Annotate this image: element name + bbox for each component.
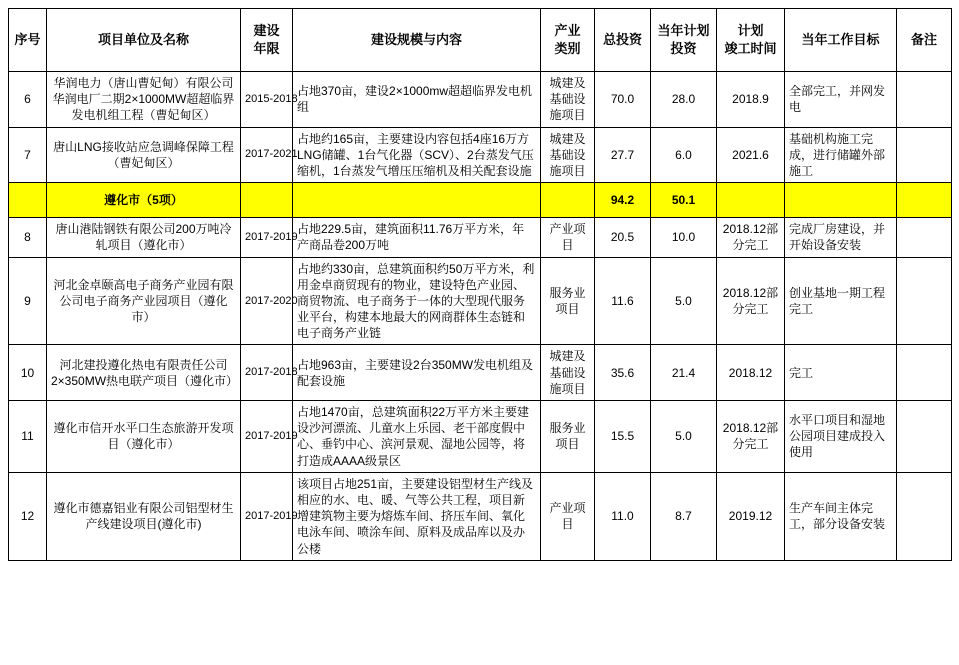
cell-term: 2017-2019 xyxy=(241,218,293,257)
cell-scale: 占地963亩，主要建设2台350MW发电机组及配套设施 xyxy=(293,345,541,401)
cell-scale: 占地约330亩，总建筑面积约50万平方米，利用金卓商贸现有的物业，建设特色产业园、商贸物流、电子商务于一体的大型现代服务业平台，构建本地最大的网商群体生态链和电子商务产业链 xyxy=(293,257,541,345)
cell-remark xyxy=(897,401,952,473)
cell-name: 华润电力（唐山曹妃甸）有限公司华润电厂二期2×1000MW超超临界发电机组工程（曹妃甸区） xyxy=(47,72,241,128)
column-header-finish-time xyxy=(717,9,785,72)
cell-year-goal: 创业基地一期工程完工 xyxy=(785,257,897,345)
cell-year-goal: 水平口项目和湿地公园项目建成投入使用 xyxy=(785,401,897,473)
cell-finish-time: 2019.12 xyxy=(717,472,785,560)
cell-term: 2015-2018 xyxy=(241,72,293,128)
cell-name: 唐山LNG接收站应急调峰保障工程（曹妃甸区） xyxy=(47,127,241,183)
column-header-term xyxy=(241,9,293,72)
cell-finish-time: 2021.6 xyxy=(717,127,785,183)
cell-finish-time: 2018.12 xyxy=(717,345,785,401)
table-row xyxy=(9,218,952,257)
cell-year-goal: 完工 xyxy=(785,345,897,401)
column-header-year-plan-investment xyxy=(651,9,717,72)
column-header-scale: 建设规模与内容 xyxy=(293,9,541,72)
column-header-finish-line1: 计划 xyxy=(737,23,764,39)
cell-no: 9 xyxy=(9,257,47,345)
cell-term: 2017-2019 xyxy=(241,401,293,473)
cell-category: 城建及基础设施项目 xyxy=(541,345,595,401)
column-header-name: 项目单位及名称 xyxy=(47,9,241,72)
cell-year-goal: 完成厂房建设，并开始设备安装 xyxy=(785,218,897,257)
project-table xyxy=(8,8,952,561)
table-body xyxy=(9,72,952,561)
cell-total-investment: 11.6 xyxy=(595,257,651,345)
cell-category: 产业项目 xyxy=(541,218,595,257)
cell-finish-time: 2018.9 xyxy=(717,72,785,128)
cell-category: 产业项目 xyxy=(541,472,595,560)
cell-year-plan-investment: 50.1 xyxy=(651,183,717,218)
column-header-category xyxy=(541,9,595,72)
cell-remark xyxy=(897,183,952,218)
cell-remark xyxy=(897,72,952,128)
cell-total-investment: 70.0 xyxy=(595,72,651,128)
cell-year-plan-investment: 10.0 xyxy=(651,218,717,257)
column-header-term-line2: 年限 xyxy=(253,41,280,56)
cell-no: 8 xyxy=(9,218,47,257)
cell-finish-time: 2018.12部分完工 xyxy=(717,257,785,345)
column-header-year-plan-line2: 投资 xyxy=(670,41,697,56)
cell-term: 2017-2021 xyxy=(241,127,293,183)
cell-finish-time: 2018.12部分完工 xyxy=(717,401,785,473)
cell-year-plan-investment: 28.0 xyxy=(651,72,717,128)
table-header-row xyxy=(9,9,952,72)
cell-finish-time xyxy=(717,183,785,218)
cell-total-investment: 11.0 xyxy=(595,472,651,560)
cell-scale: 占地1470亩，总建筑面积22万平方米主要建设沙河漂流、儿童水上乐园、老干部度假中心、垂钓中心、滨河景观、湿地公园等，将打造成AAAA级景区 xyxy=(293,401,541,473)
column-header-finish-line2: 竣工时间 xyxy=(724,41,777,56)
cell-no xyxy=(9,183,47,218)
cell-total-investment: 20.5 xyxy=(595,218,651,257)
column-header-no: 序号 xyxy=(9,9,47,72)
cell-category: 服务业项目 xyxy=(541,401,595,473)
column-header-total-investment: 总投资 xyxy=(595,9,651,72)
cell-remark xyxy=(897,345,952,401)
column-header-term-line1: 建设 xyxy=(253,23,280,39)
cell-remark xyxy=(897,127,952,183)
cell-term xyxy=(241,183,293,218)
table-row xyxy=(9,472,952,560)
cell-name: 唐山港陆钢铁有限公司200万吨冷轧项目（遵化市） xyxy=(47,218,241,257)
cell-year-plan-investment: 6.0 xyxy=(651,127,717,183)
table-row xyxy=(9,401,952,473)
cell-category: 服务业项目 xyxy=(541,257,595,345)
column-header-year-plan-line1: 当年计划 xyxy=(657,23,710,39)
cell-total-investment: 94.2 xyxy=(595,183,651,218)
cell-year-goal: 生产车间主体完工，部分设备安装 xyxy=(785,472,897,560)
cell-total-investment: 15.5 xyxy=(595,401,651,473)
table-row xyxy=(9,127,952,183)
cell-no: 6 xyxy=(9,72,47,128)
cell-year-goal: 全部完工，并网发电 xyxy=(785,72,897,128)
cell-subtotal-name: 遵化市（5项） xyxy=(47,183,241,218)
cell-term: 2017-2020 xyxy=(241,257,293,345)
cell-year-goal: 基础机构施工完成，进行储罐外部施工 xyxy=(785,127,897,183)
cell-year-plan-investment: 5.0 xyxy=(651,257,717,345)
cell-no: 7 xyxy=(9,127,47,183)
column-header-year-goal: 当年工作目标 xyxy=(785,9,897,72)
cell-name: 遵化市信开水平口生态旅游开发项目（遵化市） xyxy=(47,401,241,473)
cell-total-investment: 35.6 xyxy=(595,345,651,401)
cell-year-goal xyxy=(785,183,897,218)
cell-category xyxy=(541,183,595,218)
cell-year-plan-investment: 5.0 xyxy=(651,401,717,473)
cell-no: 11 xyxy=(9,401,47,473)
cell-category: 城建及基础设施项目 xyxy=(541,127,595,183)
cell-scale: 占地约165亩，主要建设内容包括4座16万方LNG储罐、1台气化器（SCV）、2台蒸发气压缩机，1台蒸发气增压压缩机及相关配套设施 xyxy=(293,127,541,183)
cell-remark xyxy=(897,218,952,257)
table-subtotal-row xyxy=(9,183,952,218)
cell-finish-time: 2018.12部分完工 xyxy=(717,218,785,257)
table-header xyxy=(9,9,952,72)
cell-scale: 占地229.5亩，建筑面积11.76万平方米，年产商品卷200万吨 xyxy=(293,218,541,257)
column-header-category-line1: 产业 xyxy=(554,23,581,39)
cell-total-investment: 27.7 xyxy=(595,127,651,183)
column-header-remark: 备注 xyxy=(897,9,952,72)
cell-remark xyxy=(897,472,952,560)
cell-category: 城建及基础设施项目 xyxy=(541,72,595,128)
cell-name: 遵化市德嘉铝业有限公司铝型材生产线建设项目(遵化市) xyxy=(47,472,241,560)
table-row xyxy=(9,257,952,345)
cell-name: 河北金卓颐高电子商务产业园有限公司电子商务产业园项目（遵化市） xyxy=(47,257,241,345)
cell-scale xyxy=(293,183,541,218)
cell-no: 12 xyxy=(9,472,47,560)
cell-term: 2017-2019 xyxy=(241,472,293,560)
cell-scale: 该项目占地251亩，主要建设铝型材生产线及相应的水、电、暖、气等公共工程，项目新增建筑物主要为熔炼车间、挤压车间、氧化电泳车间、喷涂车间、原料及成品库以及办公楼 xyxy=(293,472,541,560)
table-row xyxy=(9,72,952,128)
cell-remark xyxy=(897,257,952,345)
cell-year-plan-investment: 8.7 xyxy=(651,472,717,560)
column-header-category-line2: 类别 xyxy=(554,41,581,56)
cell-year-plan-investment: 21.4 xyxy=(651,345,717,401)
cell-name: 河北建投遵化热电有限责任公司2×350MW热电联产项目（遵化市） xyxy=(47,345,241,401)
table-row xyxy=(9,345,952,401)
cell-scale: 占地370亩，建设2×1000mw超超临界发电机组 xyxy=(293,72,541,128)
cell-term: 2017-2018 xyxy=(241,345,293,401)
cell-no: 10 xyxy=(9,345,47,401)
